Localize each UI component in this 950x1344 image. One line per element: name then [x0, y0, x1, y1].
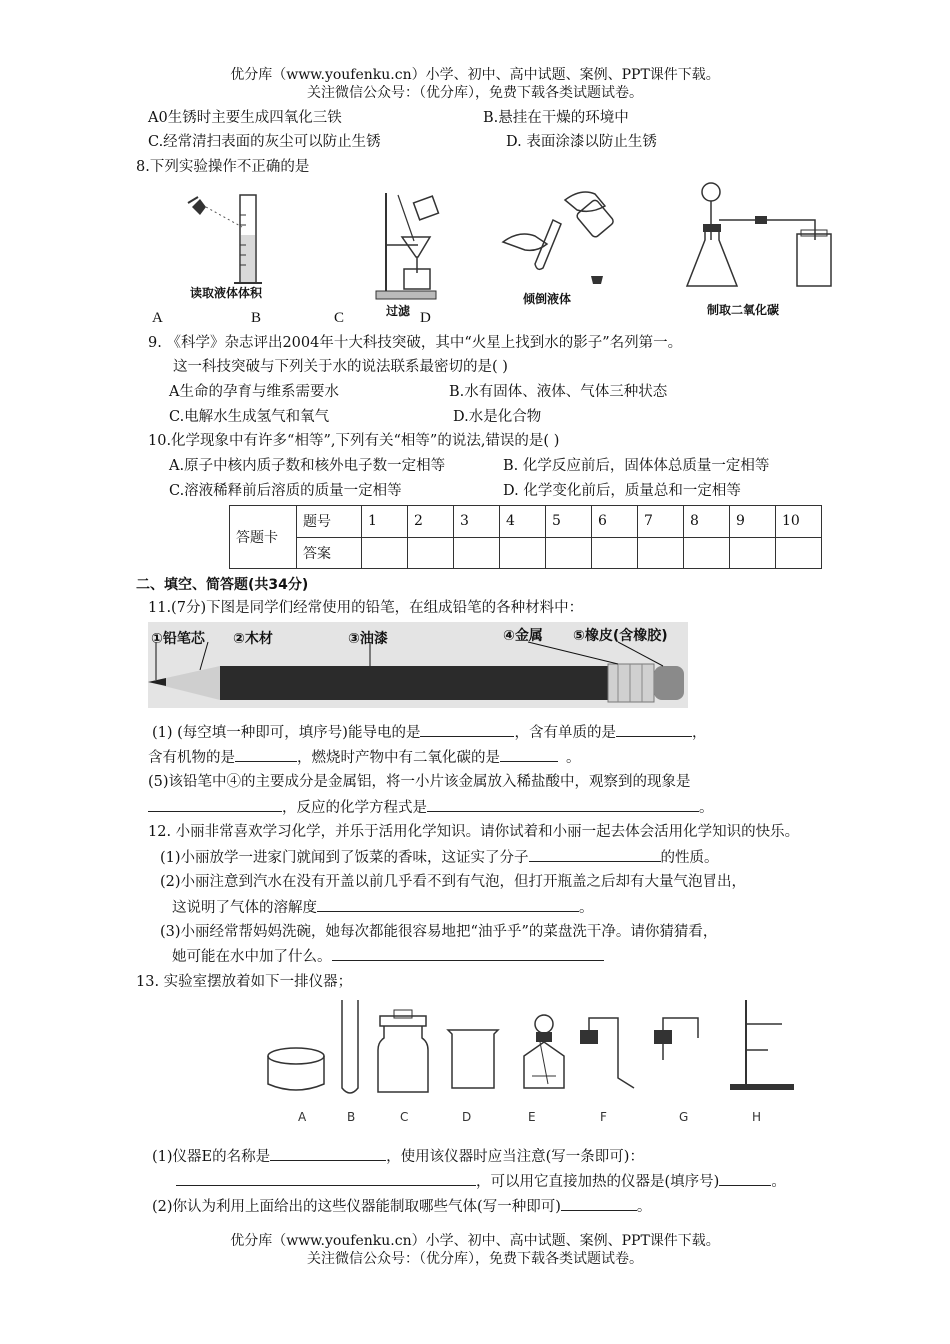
answer-cell[interactable]	[592, 537, 638, 569]
answer-cell[interactable]	[546, 537, 592, 569]
q11-blank-conductor[interactable]	[420, 722, 514, 737]
eye-icon	[188, 197, 206, 215]
q13-blank-heating[interactable]	[719, 1171, 771, 1186]
q8-letter-a: A	[152, 310, 163, 326]
q11-line-2-text: 含有机物的是	[148, 750, 235, 766]
q12-part-2b-text: 这说明了气体的溶解度	[172, 900, 317, 916]
test-tube-icon	[342, 1000, 358, 1093]
q13-part-1-line-2	[176, 1171, 786, 1192]
beaker-icon	[448, 1030, 498, 1088]
q9-stem-2: 这一科技突破与下列关于水的说法联系最密切的是( )	[173, 359, 508, 375]
answer-cell[interactable]	[638, 537, 684, 569]
figure-filtration	[368, 185, 448, 305]
q10-option-b: B. 化学反应前后，固体体总质量一定相等	[503, 458, 770, 474]
apparatus-letter-h: H	[752, 1110, 762, 1124]
question-number-cell: 5	[546, 506, 592, 538]
q11-line-2b-text: ，燃烧时产物中有二氧化碳的是	[297, 750, 500, 766]
caption-co2-apparatus: 制取二氧化碳	[707, 303, 780, 317]
q9-stem: 9. 《科学》杂志评出2004年十大科技突破，其中“火星上找到水的影子”名列第一。	[148, 335, 683, 351]
q13-part-1-text: (1)仪器E的名称是	[152, 1149, 271, 1165]
q13-part-1c-text: ，可以用它直接加热的仪器是(填序号)	[476, 1174, 720, 1190]
q8-letter-b: B	[251, 310, 262, 326]
bent-tube-stopper-g-icon	[654, 1018, 698, 1060]
q13-part-1	[152, 1146, 644, 1167]
question-number-cell: 6	[592, 506, 638, 538]
question-number-cell: 3	[454, 506, 500, 538]
q11-line-4b-text: ，反应的化学方程式是	[282, 800, 427, 816]
answer-card-title: 答题卡	[230, 506, 297, 569]
q13-part-2-text: (2)你认为利用上面给出的这些仪器能制取哪些气体(写一种即可)	[152, 1199, 561, 1215]
q13-blank-precaution[interactable]	[176, 1171, 476, 1186]
q10-option-c: C.溶液稀释前后溶质的质量一定相等	[169, 483, 402, 499]
q12-part-2c-text: 。	[579, 900, 594, 916]
q10-option-a: A.原子中核内质子数和核外电子数一定相等	[169, 458, 446, 474]
question-number-cell: 10	[776, 506, 822, 538]
q9-option-c: C.电解水生成氢气和氧气	[169, 409, 330, 425]
apparatus-figure	[262, 998, 802, 1108]
q12-part-1b-text: 的性质。	[660, 850, 719, 866]
q11-line-4	[148, 797, 714, 818]
apparatus-letter-d: D	[462, 1110, 472, 1124]
iron-stand-icon	[376, 193, 436, 299]
q13-blank-gas[interactable]	[561, 1196, 637, 1211]
apparatus-letter-e: E	[528, 1110, 536, 1124]
q10-option-d: D. 化学变化前后，质量总和一定相等	[503, 483, 741, 499]
q11-blank-element[interactable]	[616, 722, 692, 737]
q9-option-d: D.水是化合物	[453, 409, 542, 425]
pencil-label-eraser: ⑤橡皮(含橡胶)	[573, 628, 668, 644]
answer-cell[interactable]	[500, 537, 546, 569]
q12-part-1	[160, 847, 719, 868]
answer-cell[interactable]	[684, 537, 730, 569]
q11-line-4c-text: 。	[699, 800, 714, 816]
caption-read-volume: 读取液体体积	[190, 286, 263, 300]
q13-part-2b-text: 。	[636, 1199, 652, 1215]
answer-card-number-label: 题号	[297, 506, 362, 538]
question-number-cell: 9	[730, 506, 776, 538]
answer-cell[interactable]	[362, 537, 408, 569]
q7-option-c: C.经常清扫表面的灰尘可以防止生锈	[148, 134, 381, 150]
q7-option-a: A0生锈时主要生成四氧化三铁	[148, 110, 342, 126]
q7-option-b: B.悬挂在干燥的环境中	[483, 110, 629, 126]
answer-cell[interactable]	[454, 537, 500, 569]
q13-stem: 13. 实验室摆放着如下一排仪器；	[136, 974, 353, 990]
conical-flask-icon	[687, 224, 737, 286]
q13-blank-name[interactable]	[270, 1146, 386, 1161]
funnel-icon	[402, 237, 430, 273]
sight-line	[206, 207, 242, 227]
answer-cell[interactable]	[730, 537, 776, 569]
q11-blank-co2[interactable]	[500, 747, 558, 762]
question-number-cell: 1	[362, 506, 408, 538]
q13-part-1d-text: 。	[771, 1174, 786, 1190]
caption-filtration: 过滤	[386, 304, 411, 318]
q11-line-2	[148, 747, 581, 768]
q7-option-d: D. 表面涂漆以防止生锈	[506, 134, 657, 150]
question-number-cell: 2	[408, 506, 454, 538]
pouring-beaker-icon	[398, 195, 438, 241]
header-line-2: 关注微信公众号：（优分库），免费下载各类试题试卷。	[307, 85, 643, 101]
question-number-cell: 8	[684, 506, 730, 538]
evaporating-dish-icon	[268, 1048, 324, 1090]
figure-co2-apparatus	[685, 180, 835, 300]
pencil-figure	[148, 622, 688, 708]
q10-stem: 10.化学现象中有许多“相等”,下列有关“相等”的说法,错误的是( )	[148, 433, 560, 449]
alcohol-lamp-icon	[524, 1015, 564, 1088]
answer-card-table	[229, 505, 822, 569]
answer-cell[interactable]	[776, 537, 822, 569]
q12-part-2b	[172, 897, 594, 918]
q11-line-1-text: (1) (每空填一种即可，填序号)能导电的是	[152, 725, 421, 741]
header-line-1: 优分库（www.youfenku.cn）小学、初中、高中试题、案例、PPT课件下载。	[230, 67, 720, 83]
pencil-label-paint: ③油漆	[348, 631, 388, 647]
pencil-label-wood: ②木材	[233, 631, 273, 647]
figure-pour-liquid	[495, 180, 625, 290]
q12-part-2: (2)小丽注意到汽水在没有开盖以前几乎看不到有气泡，但打开瓶盖之后却有大量气泡冒出，	[160, 874, 747, 890]
test-tube-icon	[535, 220, 561, 269]
footer-line-2: 关注微信公众号：（优分库），免费下载各类试题试卷。	[307, 1251, 643, 1267]
caption-pour-liquid: 倾倒液体	[523, 292, 572, 306]
reagent-bottle-icon	[576, 199, 615, 239]
q11-line-3: (5)该铅笔中④的主要成分是金属铝，将一小片该金属放入稀盐酸中，观察到的现象是	[148, 774, 691, 790]
q11-line-1b-text: ，含有单质的是	[514, 725, 616, 741]
apparatus-letter-g: G	[679, 1110, 689, 1124]
q12-part-3b-text: 她可能在水中加了什么。	[172, 949, 332, 965]
bent-tube-stopper-f-icon	[580, 1018, 634, 1088]
q12-stem: 12. 小丽非常喜欢学习化学，并乐于活用化学知识。请你试着和小丽一起去体会活用化学知识的快乐。	[148, 824, 800, 840]
pencil-label-metal: ④金属	[503, 628, 543, 644]
q9-option-a: A生命的孕育与维系需要水	[169, 384, 339, 400]
stopper-icon	[591, 276, 603, 284]
apparatus-letter-a: A	[298, 1110, 307, 1124]
q11-stem: 11.(7分)下图是同学们经常使用的铅笔，在组成铅笔的各种材料中：	[148, 600, 584, 616]
gas-collecting-bottle-icon	[797, 230, 831, 286]
question-number-cell: 4	[500, 506, 546, 538]
pencil-label-lead: ①铅笔芯	[151, 631, 205, 647]
q11-line-2c-text: 。	[566, 750, 581, 766]
q8-stem: 8.下列实验操作不正确的是	[136, 159, 310, 175]
q13-part-1b-text: ，使用该仪器时应当注意(写一条即可)：	[386, 1149, 644, 1165]
q11-blank-organic[interactable]	[235, 747, 297, 762]
q12-blank-solubility[interactable]	[317, 897, 579, 912]
q12-blank-additive[interactable]	[332, 946, 604, 961]
answer-cell[interactable]	[408, 537, 454, 569]
apparatus-letter-c: C	[400, 1110, 409, 1124]
figure-read-volume	[180, 185, 290, 300]
q11-blank-equation[interactable]	[427, 797, 699, 812]
apparatus-letter-b: B	[347, 1110, 356, 1124]
graduated-cylinder-icon	[234, 195, 262, 283]
iron-stand-icon	[730, 1000, 794, 1090]
q12-blank-molecule[interactable]	[529, 847, 661, 862]
footer-line-1: 优分库（www.youfenku.cn）小学、初中、高中试题、案例、PPT课件下载。	[230, 1233, 720, 1249]
q13-part-2	[152, 1196, 651, 1217]
q11-blank-phenomenon[interactable]	[148, 797, 282, 812]
answer-card-answer-label: 答案	[297, 537, 362, 569]
question-number-cell: 7	[638, 506, 684, 538]
q12-part-1-text: (1)小丽放学一进家门就闻到了饭菜的香味，这证实了分子	[160, 850, 529, 866]
q12-part-3: (3)小丽经常帮妈妈洗碗，她每次都能很容易地把“油乎乎”的菜盘洗干净。请你猜猜看，	[160, 924, 718, 940]
q12-part-3b	[172, 946, 604, 967]
apparatus-letter-f: F	[600, 1110, 607, 1124]
q8-letter-d: D	[420, 310, 431, 326]
q9-option-b: B.水有固体、液体、气体三种状态	[449, 384, 668, 400]
wide-mouth-bottle-icon	[378, 1010, 428, 1092]
q11-line-1: (1) (每空填一种即可，填序号)能导电的是 ，含有单质的是 ，	[152, 722, 706, 743]
q8-letter-c: C	[334, 310, 345, 326]
section-2-title: 二、填空、简答题(共34分)	[136, 577, 309, 593]
